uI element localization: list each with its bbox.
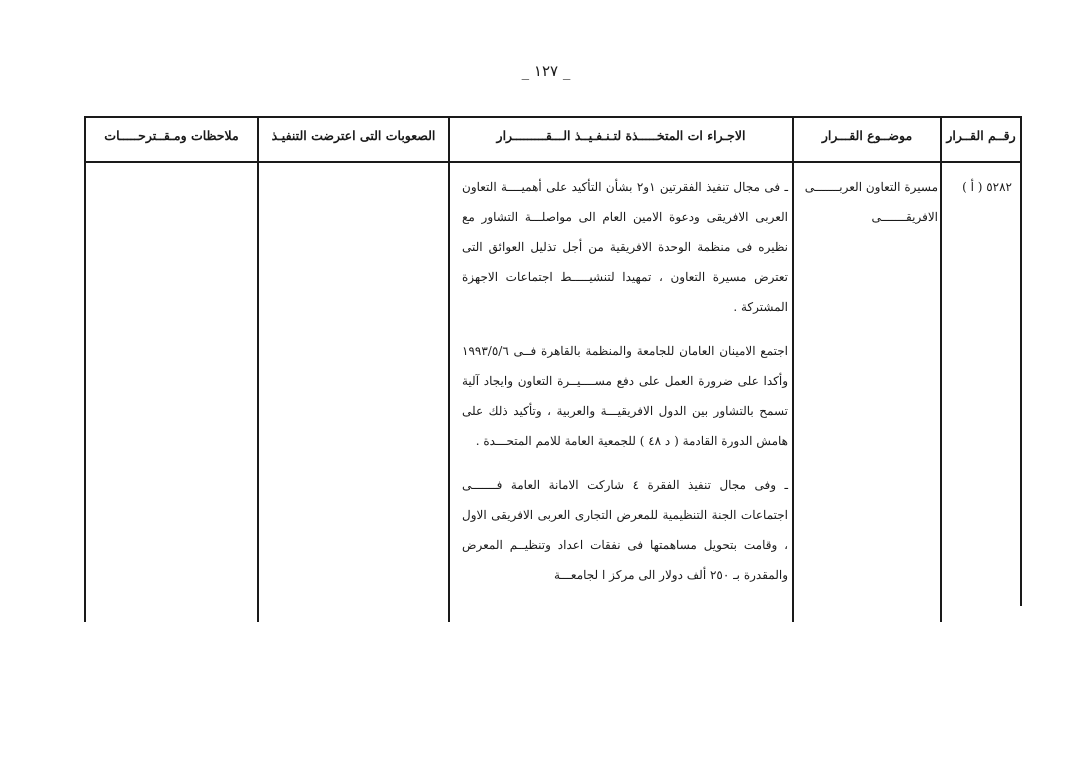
procedure-paragraph: ـ فى مجال تنفيذ الفقرتين ١و٢ بشأن التأكيد على أهميــــة التعاون العربى الافريقى ودعوة الامين العام الى مواصلـــة التشاور مع نظيره فى منظمة الوحدة الافريقية من أجل تذليل العوائق التى تعترض مسيرة التعاون ، تمهيدا لتنشيـــــط اجتماعات الاجهزة المشتركة .: [462, 180, 788, 314]
cell-decision-subject: مسيرة التعاون العربـــــــى الافريقـــــــى: [804, 180, 938, 224]
column-divider: [1020, 116, 1022, 606]
page-number: _ ١٢٧ _: [521, 62, 571, 80]
header-procedures: الاجـراء ات المتخـــــذة لتـنـفـيــذ الـــقـــــــــرار: [496, 128, 746, 143]
column-divider: [257, 116, 259, 622]
header-decision-number: رقــم القــرار: [946, 128, 1016, 143]
decision-table: [84, 116, 1022, 622]
column-divider: [792, 116, 794, 622]
table-top-border: [84, 116, 1022, 118]
cell-decision-number: ٥٢٨٢ ( أ ): [962, 180, 1012, 194]
table-header-divider: [84, 161, 1022, 163]
procedure-paragraph: اجتمع الامينان العامان للجامعة والمنظمة بالقاهرة فــى ١٩٩٣/٥/٦ وأكدا على ضرورة العمل على دفع مســــيــرة التعاون وايجاد آلية تسمح بالتشاور بين الدول الافريقيـــة والعربية ، وتأكيد ذلك على هامش الدورة القادمة ( د ٤٨ ) للجمعية العامة للامم المتحـــدة .: [462, 344, 788, 448]
header-notes: ملاحظات ومـقــترحـــــات: [104, 128, 239, 143]
header-decision-subject: موضــوع القـــرار: [821, 128, 913, 143]
column-divider: [448, 116, 450, 622]
cell-procedures: [462, 172, 788, 590]
procedure-paragraph: ـ وفى مجال تنفيذ الفقرة ٤ شاركت الامانة العامة فـــــــى اجتماعات الجنة التنظيمية للمعرض التجارى العربى الافريقى الاول ، وقامت بتحويل مساهمتها فى نفقات اعداد وتنظيــم المعرض والمقدرة بـ ٢٥٠ ألف دولار الى مركز ا لجامعـــة: [462, 478, 788, 582]
column-divider: [84, 116, 86, 622]
header-difficulties: الصعوبات التى اعترضت التنفيـذ: [271, 128, 436, 143]
